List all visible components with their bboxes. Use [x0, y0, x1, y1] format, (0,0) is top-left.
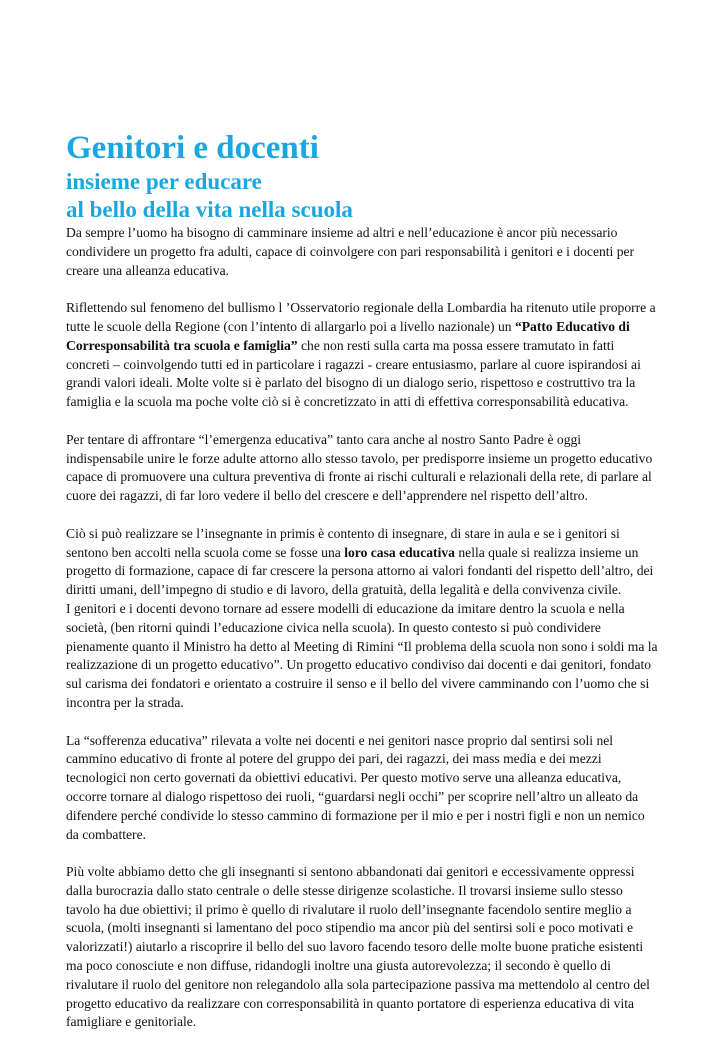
paragraph-bold-phrase: loro casa educativa — [344, 544, 455, 560]
paragraph-emergenza-educativa: Per tentare di affrontare “l’emergenza educativa” tanto cara anche al nostro Santo Padre è oggi indispensabile unire le forze adulte attorno allo stesso tavolo, per predisporre insieme un progetto educativo capace di promuovere una cultura preventiva di fronte ai rischi culturali e relazionali della rete, di parlare al cuore dei ragazzi, di far loro vedere il bello del crescere e dell’apprendere nel rispetto dell’altro. — [66, 431, 653, 504]
document-subtitle-line-1: insieme per educare — [66, 169, 262, 194]
paragraph-intro: Da sempre l’uomo ha bisogno di camminare insieme ad altri e nell’educazione è ancor più necessario condividere un progetto fra adulti, capace di coinvolgere con pari responsabilità i genitori e i docenti per creare una alleanza educativa. — [66, 225, 635, 278]
document-subtitle-line-2: al bello della vita nella scuola — [66, 197, 353, 222]
paragraph-text-segment: Riflettendo sul fenomeno del bullismo l ’Osservatorio regionale della Lombardia ha ritenuto utile proporre a tutte le scuole della Regione (con l’intento di allargarlo poi a livello nazionale) un — [66, 300, 656, 334]
paragraph-sofferenza-educativa: La “sofferenza educativa” rilevata a volte nei docenti e nei genitori nasce proprio dal sentirsi soli nel cammino educativo di fronte al potere del gruppo dei pari, dei ragazzi, dei mass media e dei mezzi tecnologici non certo governati da obiettivi educativi. Per questo motivo serve una alleanza educativa, occorre tornare al dialogo rispettoso dei ruoli, “guardarsi negli occhi” per scoprire nell’altro un alleato da difendere perché condivide lo stesso cammino di formazione per il mio e per i nostri figli e non un nemico da combattere. — [66, 732, 645, 842]
paragraph-modelli-educazione: I genitori e i docenti devono tornare ad essere modelli di educazione da imitare dentro la scuola e nella società, (ben ritorni quindi l’educazione civica nella scuola). In questo contesto si può condividere pienamente quanto il Ministro ha detto al Meeting di Rimini “Il problema della scuola non sono i soldi ma la realizzazione di un progetto educativo”. Un progetto educativo condiviso dai docenti e dai genitori, fondato sul carisma dei fondatori e orientato a costruire il senso e il bello del vivere camminando con l’uomo che si incontra per la strada. — [66, 600, 658, 710]
paragraph-text-segment: nella quale si realizza insieme un progetto di formazione, capace di far crescere la persona attorno ai valori fondanti del rispetto dell’altro, dei diritti umani, dell’impegno di studio e di lavoro, della gratuità, della legalità e della convivenza civile. — [66, 544, 654, 598]
document-body — [66, 224, 658, 1032]
paragraph-patto-educativo — [66, 299, 658, 412]
paragraph-insegnanti-abbandonati: Più volte abbiamo detto che gli insegnanti si sentono abbandonati dai genitori e eccessivamente oppressi dalla burocrazia dallo stato centrale o delle stesse dirigenze scolastiche. Il trovarsi insieme sullo stesso tavolo ha due obiettivi; il primo è quello di rivalutare il ruolo dell’insegnante facendolo sentire meglio a scuola, (molti insegnanti si lamentano del poco stipendio ma ancor più del sentirsi soli e poco motivati e valorizzati!) aiutarlo a riscoprire il bello del suo lavoro facendo tesoro delle molte buone pratiche esistenti ma poco conosciute e non diffuse, ridandogli inoltre una giusta autorevolezza; il secondo è quello di rivalutare il ruolo del genitore non relegandolo alla sola partecipazione passiva ma mettendolo al centro del progetto educativo da realizzare con corresponsabilità in quanto portatore di esperienza educativa di vita famigliare e genitoriale. — [66, 864, 650, 1030]
document-page — [66, 128, 658, 1051]
paragraph-text-segment: Ciò si può realizzare se l’insegnante in primis è contento di insegnare, di stare in aula e se i genitori si sentono ben accolti nella scuola come se fosse una — [66, 525, 620, 560]
paragraph-bold-phrase: “Patto Educativo di Corresponsabilità tra scuola e famiglia” — [66, 318, 630, 353]
paragraph-casa-educativa — [66, 525, 658, 600]
document-title: Genitori e docenti — [66, 130, 319, 166]
paragraph-text-segment: che non resti sulla carta ma possa essere tramutato in fatti concreti – coinvolgendo tutti ed in particolare i ragazzi - creare entusiasmo, parlare al cuore ispirandosi ai grandi valori ideali. Molte volte si è parlato del bisogno di un dialogo serio, rispettoso e costruttivo tra la famiglia e la scuola ma poche volte ciò si è concretizzato in atti di effettiva corresponsabilità educativa. — [66, 337, 641, 410]
